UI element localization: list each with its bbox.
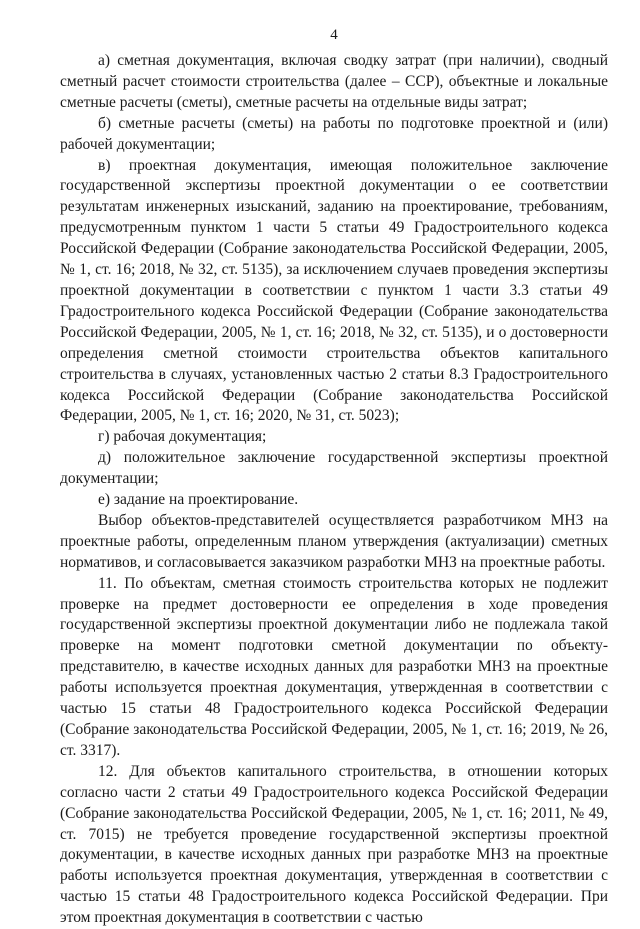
paragraph-item-v: в) проектная документация, имеющая положительное заключение государственной экспертизы проектной документации о ее соответствии результатам инженерных изысканий, заданию на проектирование, требованиям, предусмотренным пунктом 1 части 5 статьи 49 Градостроительного кодекса Российской Федерации (Собрание законодательства Российской Федерации, 2005, № 1, ст. 16; 2018, № 32, ст. 5135), за исключением случаев проведения экспертизы проектной документации в соответствии с пунктом 1 части 3.3 статьи 49 Градостроительного кодекса Российской Федерации (Собрание законодательства Российской Федерации, 2005, № 1, ст. 16; 2018, № 32, ст. 5135), и о достоверности определения сметной стоимости строительства объектов капитального строительства в случаях, установленных частью 2 статьи 8.3 Градостроительного кодекса Российской Федерации (Собрание законодательства Российской Федерации, 2005, № 1, ст. 16; 2020, № 31, ст. 5023); [60,156,608,425]
paragraph-item-d: д) положительное заключение государственной экспертизы проектной документации; [60,449,608,488]
document-body [60,51,608,929]
paragraph-clause-11: 11. По объектам, сметная стоимость строительства которых не подлежит проверке на предмет достоверности ее определения в ходе проведения государственной экспертизы проектной документации либо не подлежала такой проверке на момент подготовки сметной документации по объекту-представителю, в качестве исходных данных для разработки МНЗ на проектные работы используется проектная документация, утвержденная в соответствии с частью 15 статьи 48 Градостроительного кодекса Российской Федерации (Собрание законодательства Российской Федерации, 2005, № 1, ст. 16; 2019, № 26, ст. 3317). [60,574,608,759]
page-number: 4 [330,27,338,43]
paragraph-item-b: б) сметные расчеты (сметы) на работы по подготовке проектной и (или) рабочей документации; [60,114,608,153]
paragraph-item-e: е) задание на проектирование. [98,491,299,509]
paragraph-representatives-selection: Выбор объектов-представителей осуществляется разработчиком МНЗ на проектные работы, определенным планом утверждения (актуализации) сметных нормативов, и согласовывается заказчиком разработки МНЗ на проектные работы. [60,511,608,571]
paragraph-item-a: а) сметная документация, включая сводку затрат (при наличии), сводный сметный расчет стоимости строительства (далее – ССР), объектные и локальные сметные расчеты (сметы), сметные расчеты на отдельные виды затрат; [60,52,608,111]
paragraph-clause-12: 12. Для объектов капитального строительства, в отношении которых согласно части 2 статьи 49 Градостроительного кодекса Российской Федерации (Собрание законодательства Российской Федерации, 2005, № 1, ст. 16; 2011, № 49, ст. 7015) не требуется проведение государственной экспертизы проектной документации, в качестве исходных данных при разработке МНЗ на проектные работы используется проектная документация, утвержденная в соответствии с частью 15 статьи 48 Градостроительного кодекса Российской Федерации. При этом проектная документация в соответствии с частью [60,762,608,927]
paragraph-item-g: г) рабочая документация; [98,428,267,446]
